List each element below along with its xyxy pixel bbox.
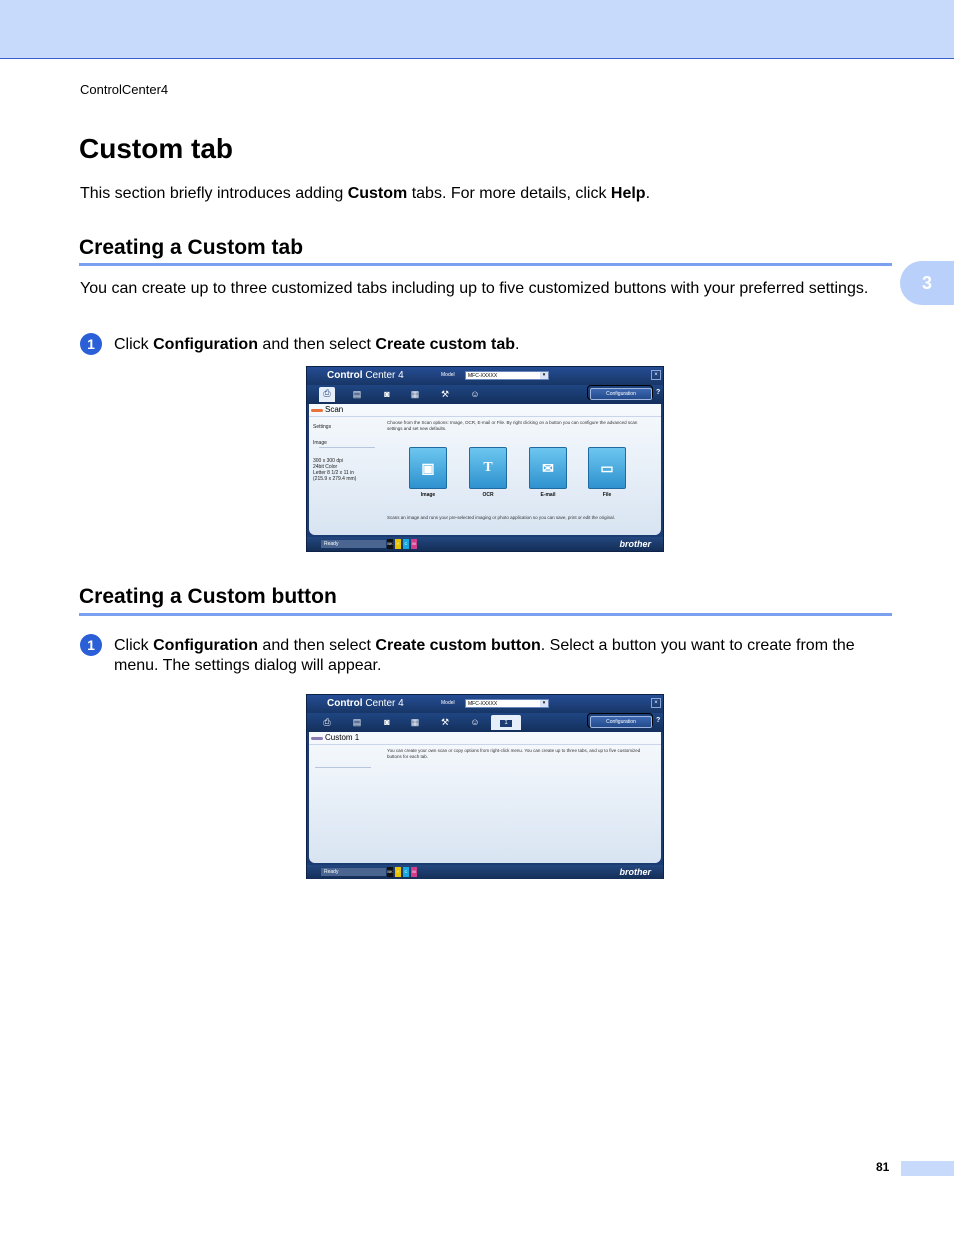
envelope-icon: ✉ (542, 460, 554, 476)
ink-magenta: M (411, 867, 417, 877)
close-icon[interactable]: × (651, 370, 661, 380)
ocr-button[interactable] (469, 447, 507, 489)
pc-fax-tab-icon[interactable]: ◙ (384, 389, 390, 399)
model-label: Model (441, 700, 455, 706)
model-select[interactable]: MFC-XXXXX ▾ (465, 371, 549, 380)
pc-fax-tab-icon[interactable]: ◙ (384, 717, 390, 727)
scan-tab-icon[interactable]: ⎙ (323, 717, 331, 727)
image-icon: ▣ (421, 460, 435, 476)
tools-tab-icon[interactable]: ⚒ (440, 389, 450, 399)
ink-cyan: C (403, 867, 409, 877)
section1-paragraph: You can create up to three customized tabs including up to five customized buttons with your preferred settings. (80, 280, 869, 297)
photo-tab-icon[interactable]: ▤ (352, 717, 362, 727)
section-rule (79, 263, 892, 266)
image-label: Image (313, 440, 327, 446)
controlcenter-custom-screenshot (306, 694, 664, 879)
support-tab-icon[interactable]: ☺ (470, 717, 480, 727)
support-tab-icon[interactable]: ☺ (470, 389, 480, 399)
app-logo: Control Center 4 (327, 698, 404, 709)
ocr-button-label: OCR (482, 492, 494, 498)
help-icon[interactable]: ? (656, 389, 661, 396)
settings-label: Settings (313, 424, 332, 430)
title-bar (307, 695, 663, 713)
ink-black: BK (387, 539, 393, 549)
spec-line: Letter 8 1/2 x 11 in (313, 470, 355, 476)
ink-yellow: Y (395, 867, 401, 877)
chevron-down-icon: ▾ (540, 372, 548, 379)
device-settings-tab-icon[interactable]: ▦ (410, 717, 420, 727)
image-button[interactable] (409, 447, 447, 489)
email-button-label: E-mail (540, 492, 556, 498)
model-label: Model (441, 372, 455, 378)
brother-logo: brother (619, 867, 651, 877)
button-description: Scans an image and runs your pre-selected imaging or photo application so you can save, print or edit the original. (387, 515, 615, 520)
spec-line: (215.9 x 279.4 mm) (313, 476, 357, 482)
page-number-bar (901, 1161, 954, 1176)
file-button-label: File (602, 492, 612, 498)
image-button-label: Image (420, 492, 436, 498)
file-button[interactable] (588, 447, 626, 489)
tab-toolbar (307, 713, 663, 732)
chevron-down-icon: ▾ (540, 700, 548, 707)
folder-icon: ▭ (600, 460, 614, 476)
spec-line: 24bit Color (313, 464, 338, 470)
intro-paragraph: This section briefly introduces adding Custom tabs. For more details, click Help. (80, 185, 651, 202)
running-title: ControlCenter4 (80, 82, 169, 97)
device-settings-tab-icon[interactable]: ▦ (410, 389, 420, 399)
settings-sidebar (313, 419, 387, 482)
ink-black: BK (387, 867, 393, 877)
brother-logo: brother (619, 539, 651, 549)
photo-tab-icon[interactable]: ▤ (352, 389, 362, 399)
chapter-tab: 3 (900, 261, 954, 305)
custom-description: You can create your own scan or copy options from right-click menu. You can create up to three tabs, and up to five customized buttons for each tab. (387, 748, 641, 759)
step-number: 1 (80, 333, 102, 355)
close-icon[interactable]: × (651, 698, 661, 708)
ink-yellow: Y (395, 539, 401, 549)
ink-cyan: C (403, 539, 409, 549)
tab-name: Custom 1 (325, 733, 360, 742)
scan-tab-icon[interactable]: ⎙ (319, 387, 335, 402)
ocr-icon: T (483, 460, 493, 475)
tools-tab-icon[interactable]: ⚒ (440, 717, 450, 727)
tab-color-swatch (311, 737, 323, 740)
scan-buttons (409, 447, 649, 502)
status-bar (307, 865, 663, 879)
tab-color-swatch (311, 409, 323, 412)
configuration-button[interactable]: Configuration (590, 716, 652, 728)
header-band (0, 0, 954, 59)
model-select[interactable]: MFC-XXXXX ▾ (465, 699, 549, 708)
ink-magenta: M (411, 539, 417, 549)
help-term: Help (610, 185, 646, 202)
section2-step: Click Configuration and then select Create custom button. Select a button you want to create from the menu. The settings dialog will appear. (114, 637, 855, 674)
custom-term: Custom (347, 185, 408, 202)
section-rule (79, 613, 892, 616)
help-icon[interactable]: ? (656, 717, 661, 724)
email-button[interactable] (529, 447, 567, 489)
scan-panel (309, 404, 661, 535)
page-number: 81 (876, 1160, 890, 1174)
section-heading-custom-button: Creating a Custom button (79, 585, 337, 608)
section1-step: Click Configuration and then select Create custom tab. (114, 336, 520, 353)
controlcenter-scan-screenshot (306, 366, 664, 552)
status-bar (307, 537, 663, 551)
tab-toolbar (307, 385, 663, 404)
spec-line: 300 x 300 dpi (313, 458, 344, 464)
scan-description: Choose from the Scan options: Image, OCR, E-mail or File. By right clicking on a button you can configure the advanced scan settings and set new defaults. (387, 420, 638, 431)
custom-tab-1[interactable]: 1 (491, 715, 521, 730)
custom-panel (309, 732, 661, 863)
status-text: Ready (321, 540, 386, 548)
page-title: Custom tab (79, 133, 233, 164)
tab-name: Scan (325, 405, 344, 414)
status-text: Ready (321, 868, 386, 876)
app-logo: Control Center 4 (327, 370, 404, 381)
step-number: 1 (80, 634, 102, 656)
title-bar (307, 367, 663, 385)
section-heading-custom-tab: Creating a Custom tab (79, 236, 304, 259)
configuration-button[interactable]: Configuration (590, 388, 652, 400)
